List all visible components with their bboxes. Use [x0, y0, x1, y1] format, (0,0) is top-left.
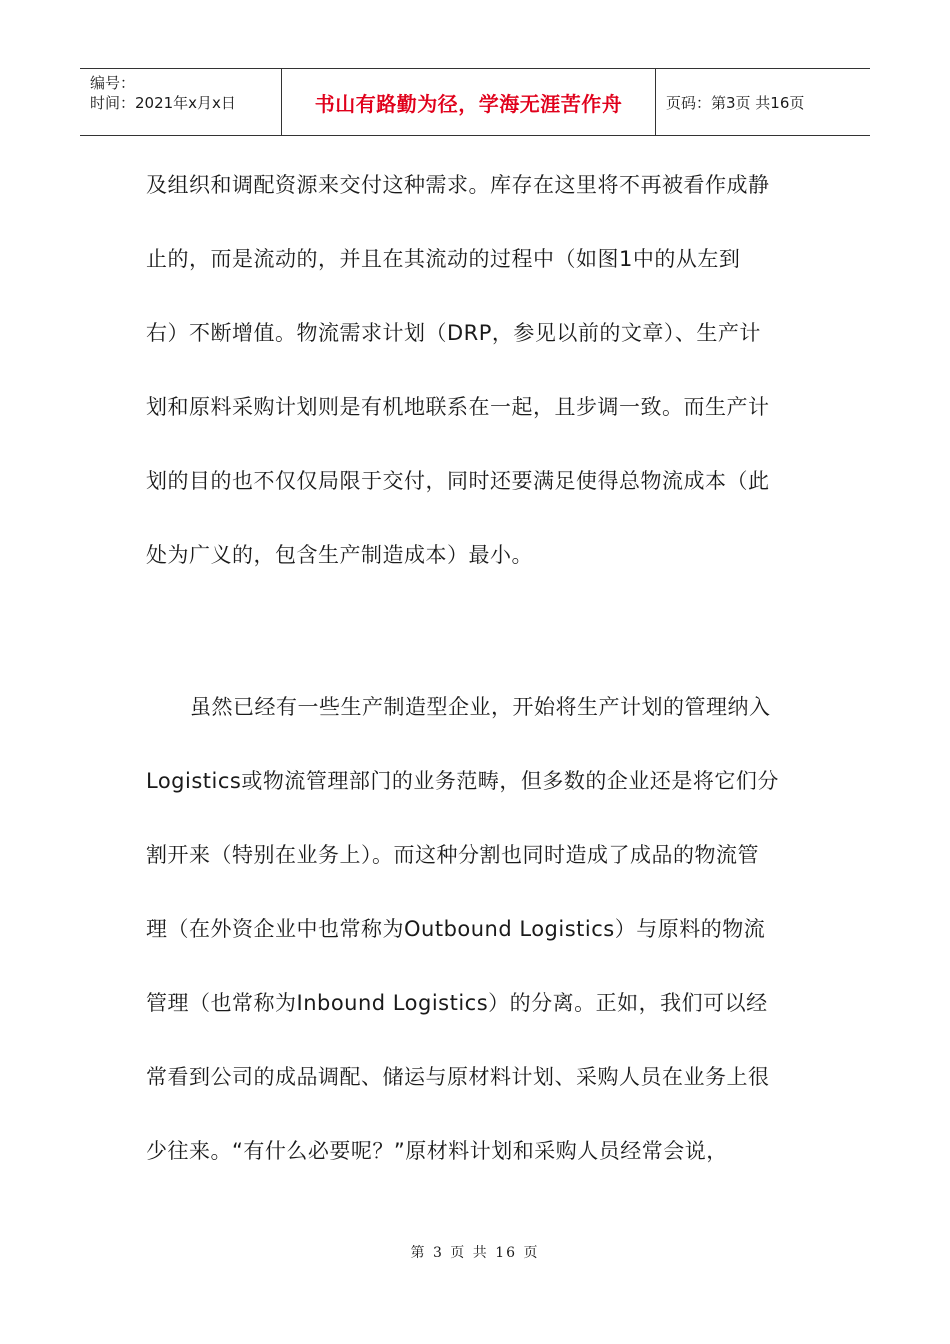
body-text-line: 理（在外资企业中也常称为Outbound Logistics）与原料的物流 — [146, 917, 766, 941]
document-number-label: 编号： — [90, 74, 136, 92]
body-text-line: 少往来。“有什么必要呢？”原材料计划和采购人员经常会说， — [146, 1139, 728, 1163]
body-text-line: 处为广义的，包含生产制造成本）最小。 — [146, 543, 533, 567]
body-text-line: 虽然已经有一些生产制造型企业，开始将生产计划的管理纳入 — [190, 695, 771, 719]
document-header — [80, 68, 870, 136]
body-text-line: 划和原料采购计划则是有机地联系在一起，且步调一致。而生产计 — [146, 395, 770, 419]
body-text-line: 划的目的也不仅仅局限于交付，同时还要满足使得总物流成本（此 — [146, 469, 770, 493]
body-text-line: 止的，而是流动的，并且在其流动的过程中（如图1中的从左到 — [146, 247, 741, 271]
header-page-info: 页码：第3页 共16页 — [666, 93, 805, 112]
body-text-line: Logistics或物流管理部门的业务范畴，但多数的企业还是将它们分 — [146, 769, 779, 793]
header-motto-cell — [282, 69, 656, 135]
body-text-line: 割开来（特别在业务上）。而这种分割也同时造成了成品的物流管 — [146, 843, 759, 867]
body-text-line: 及组织和调配资源来交付这种需求。库存在这里将不再被看作成静 — [146, 173, 770, 197]
page-footer: 第 3 页 共 16 页 — [410, 1245, 540, 1261]
header-motto: 书山有路勤为径，学海无涯苦作舟 — [314, 91, 623, 116]
document-date: 时间：2021年x月x日 — [90, 94, 236, 112]
header-page-info-cell — [656, 69, 870, 135]
body-text-line: 管理（也常称为Inbound Logistics）的分离。正如，我们可以经 — [146, 991, 768, 1015]
body-text-line: 常看到公司的成品调配、储运与原材料计划、采购人员在业务上很 — [146, 1065, 770, 1089]
body-text-line: 右）不断增值。物流需求计划（DRP，参见以前的文章）、生产计 — [146, 321, 761, 345]
header-meta — [80, 69, 282, 135]
